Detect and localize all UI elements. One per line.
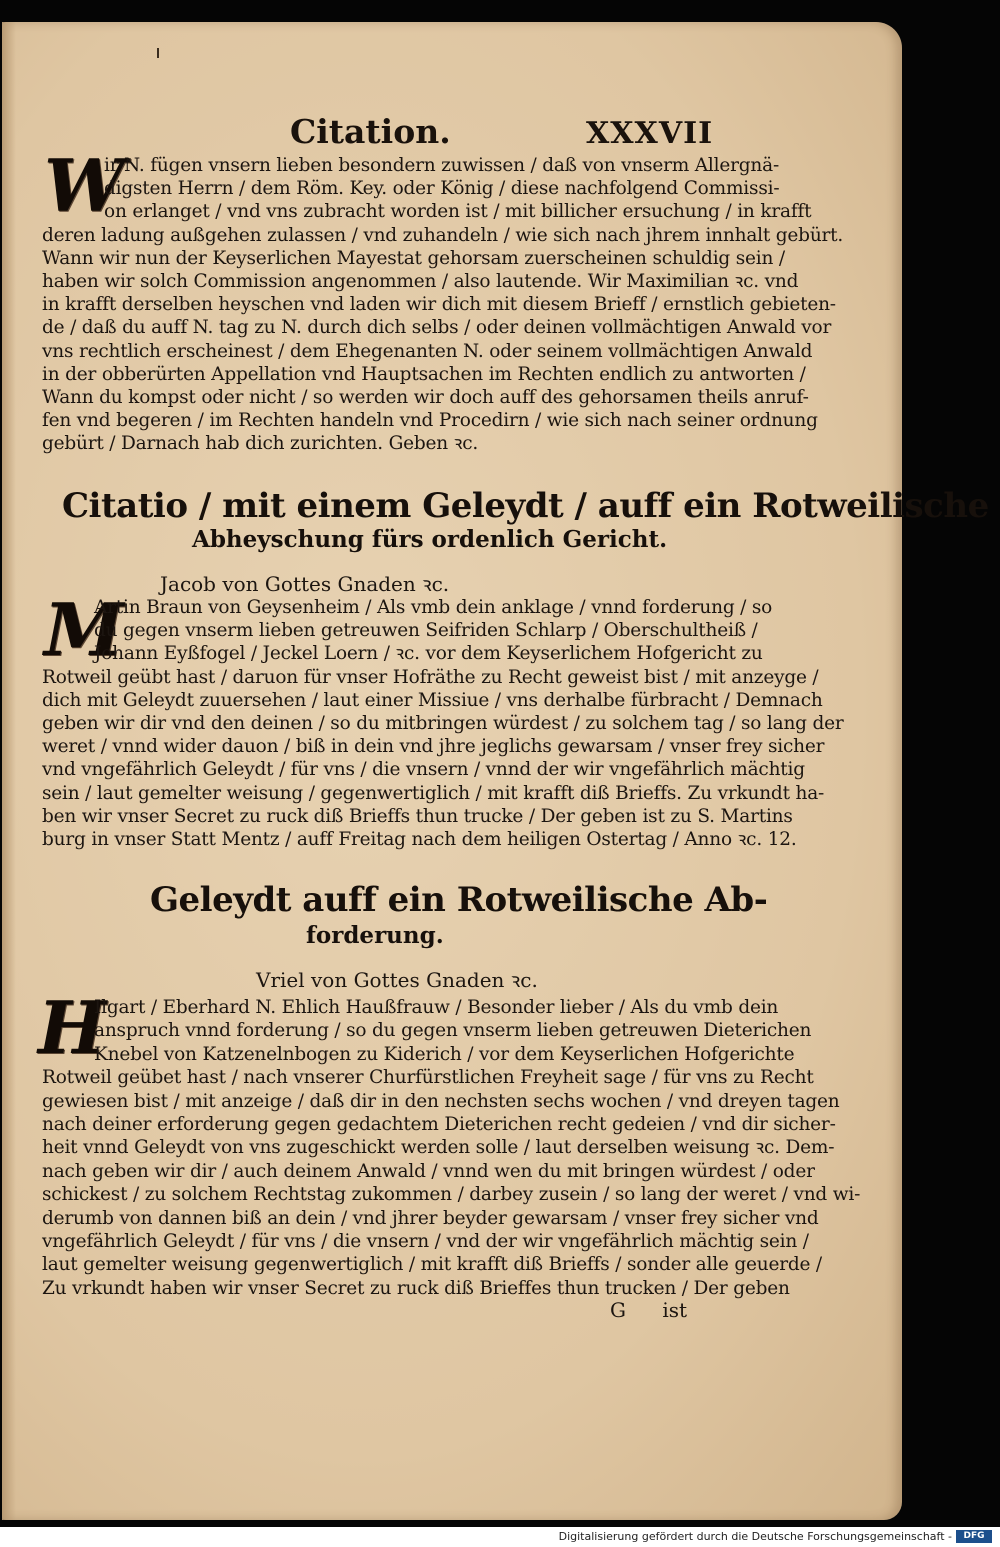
section3-line: vngefährlich Geleydt / für vns / die vnsern / vnd der wir vngefährlich mächtig sein / (42, 1231, 809, 1252)
section1-line: in der obberürten Appellation vnd Hauptsachen im Rechten endlich zu antworten / (42, 363, 806, 385)
section2-line: geben wir dir vnd den deinen / so du mitbringen würdest / zu solchem tag / so lang der (42, 713, 844, 734)
dfg-logo: DFG (956, 1530, 992, 1543)
section3-line: gewiesen bist / mit anzeige / daß dir in den nechsten sechs wochen / vnd dreyen tagen (42, 1090, 840, 1112)
section1-line: ir N. fügen vnsern lieben besondern zuwissen / daß von vnserm Allergnä- (104, 155, 779, 176)
section2-line: du gegen vnserm lieben getreuwen Seifriden Schlarp / Oberschultheiß / (94, 620, 758, 642)
section1-line: Wann du kompst oder nicht / so werden wir doch auff des gehorsamen theils anruf- (42, 387, 809, 408)
section2-line: burg in vnser Statt Mentz / auff Freitag nach dem heiligen Ostertag / Anno ꝛc. 12. (42, 829, 797, 850)
section2-line: vnd vngefährlich Geleydt / für vns / die vnsern / vnnd der wir vngefährlich mächtig (42, 759, 805, 781)
funding-credit: Digitalisierung gefördert durch die Deutsche Forschungsgemeinschaft - (558, 1530, 952, 1543)
section2-line: sein / laut gemelter weisung / gegenwertiglich / mit krafft diß Brieffs. Zu vrkundt ha- (42, 782, 825, 804)
section2-line: ben wir vnser Secret zu ruck diß Brieffs thun trucke / Der geben ist zu S. Martins (42, 805, 793, 827)
decorated-initial-h: H (38, 985, 107, 1070)
folio-number: XXXVII (586, 116, 714, 151)
section3-line: nach geben wir dir / auch deinem Anwald / vnnd wen du mit bringen würdest / oder (42, 1160, 815, 1182)
section3-line: Zu vrkundt haben wir vnser Secret zu ruck diß Brieffes thun trucken / Der geben (42, 1277, 790, 1299)
section2-heading-line1: Citatio / mit einem Geleydt / auff ein Rotweilische (62, 486, 989, 526)
decorated-initial-m: M (44, 587, 124, 672)
section3-heading-line2: forderung. (306, 922, 444, 949)
section1-line: deren ladung außgehen zulassen / vnd zuhandeln / wie sich nach jhrem innhalt gebürt. (42, 224, 844, 246)
section1-line: in krafft derselben heyschen vnd laden wir dich mit diesem Brieff / ernstlich gebieten- (42, 294, 836, 316)
section3-line: heit vnnd Geleydt von vns zugeschickt werden solle / laut derselben weisung ꝛc. Dem- (42, 1137, 835, 1159)
section3-line: Ilgart / Eberhard N. Ehlich Haußfrauw / Besonder lieber / Als du vmb dein (94, 997, 779, 1018)
section2-salutation: Jacob von Gottes Gnaden ꝛc. (160, 572, 450, 596)
section3-line: nach deiner erforderung gegen gedachtem Dieterichen recht gedeien / vnd dir sicher- (42, 1114, 836, 1135)
section2-heading-line2: Abheyschung fürs ordenlich Gericht. (192, 526, 668, 553)
page-gutter-shadow (2, 22, 16, 1520)
running-head-title: Citation. (290, 112, 451, 151)
section1-line: gebürt / Darnach hab dich zurichten. Geben ꝛc. (42, 433, 479, 455)
section2-line: weret / vnnd wider dauon / biß in dein vnd jhre jeglichs gewarsam / vnser frey sicher (42, 736, 825, 758)
footer-bar (0, 1527, 1000, 1547)
section3-line: laut gemelter weisung gegenwertiglich / mit krafft diß Brieffs / sonder alle geuerde / (42, 1254, 822, 1276)
catchword: G ist (610, 1298, 688, 1322)
page-mark (157, 48, 159, 58)
section1-line: Wann wir nun der Keyserlichen Mayestat gehorsam zuerscheinen schuldig sein / (42, 247, 785, 269)
section3-line: Knebel von Katzenelnbogen zu Kiderich / vor dem Keyserlichen Hofgerichte (94, 1043, 795, 1065)
decorated-initial-w: W (44, 143, 125, 228)
section3-line: Rotweil geübet hast / nach vnserer Churfürstlichen Freyheit sage / für vns zu Recht (42, 1067, 814, 1089)
section1-line: digsten Herrn / dem Röm. Key. oder König / diese nachfolgend Commissi- (104, 178, 780, 200)
section1-line: de / daß du auff N. tag zu N. durch dich selbs / oder deinen vollmächtigen Anwald vor (42, 317, 832, 339)
section3-line: derumb von dannen biß an dein / vnd jhrer beyder gewarsam / vnser frey sicher vnd (42, 1207, 819, 1229)
section1-line: vns rechtlich erscheinest / dem Ehegenanten N. oder seinem vollmächtigen Anwald (42, 340, 813, 362)
section2-line: Rotweil geübt hast / daruon für vnser Hofräthe zu Recht geweist bist / mit anzeyge / (42, 666, 819, 688)
section1-line: on erlanget / vnd vns zubracht worden ist / mit billicher ersuchung / in krafft (104, 201, 812, 223)
section2-line: Johann Eyßfogel / Jeckel Loern / ꝛc. vor dem Keyserlichem Hofgericht zu (94, 643, 763, 665)
section3-line: schickest / zu solchem Rechtstag zukommen / darbey zusein / so lang der weret / vnd wi- (42, 1184, 861, 1206)
section1-line: haben wir solch Commission angenommen / also lautende. Wir Maximilian ꝛc. vnd (42, 271, 799, 292)
section1-line: fen vnd begeren / im Rechten handeln vnd Procedirn / wie sich nach seiner ordnung (42, 410, 818, 432)
section3-salutation: Vriel von Gottes Gnaden ꝛc. (256, 968, 538, 992)
section3-line: anspruch vnnd forderung / so du gegen vnserm lieben getreuwen Dieterichen (94, 1020, 812, 1042)
section2-line: dich mit Geleydt zuuersehen / laut einer Missiue / vns derhalbe fürbracht / Demnach (42, 689, 823, 711)
section2-line: Artin Braun von Geysenheim / Als vmb dein anklage / vnnd forderung / so (94, 597, 773, 618)
section3-heading-line1: Geleydt auff ein Rotweilische Ab- (150, 880, 768, 920)
